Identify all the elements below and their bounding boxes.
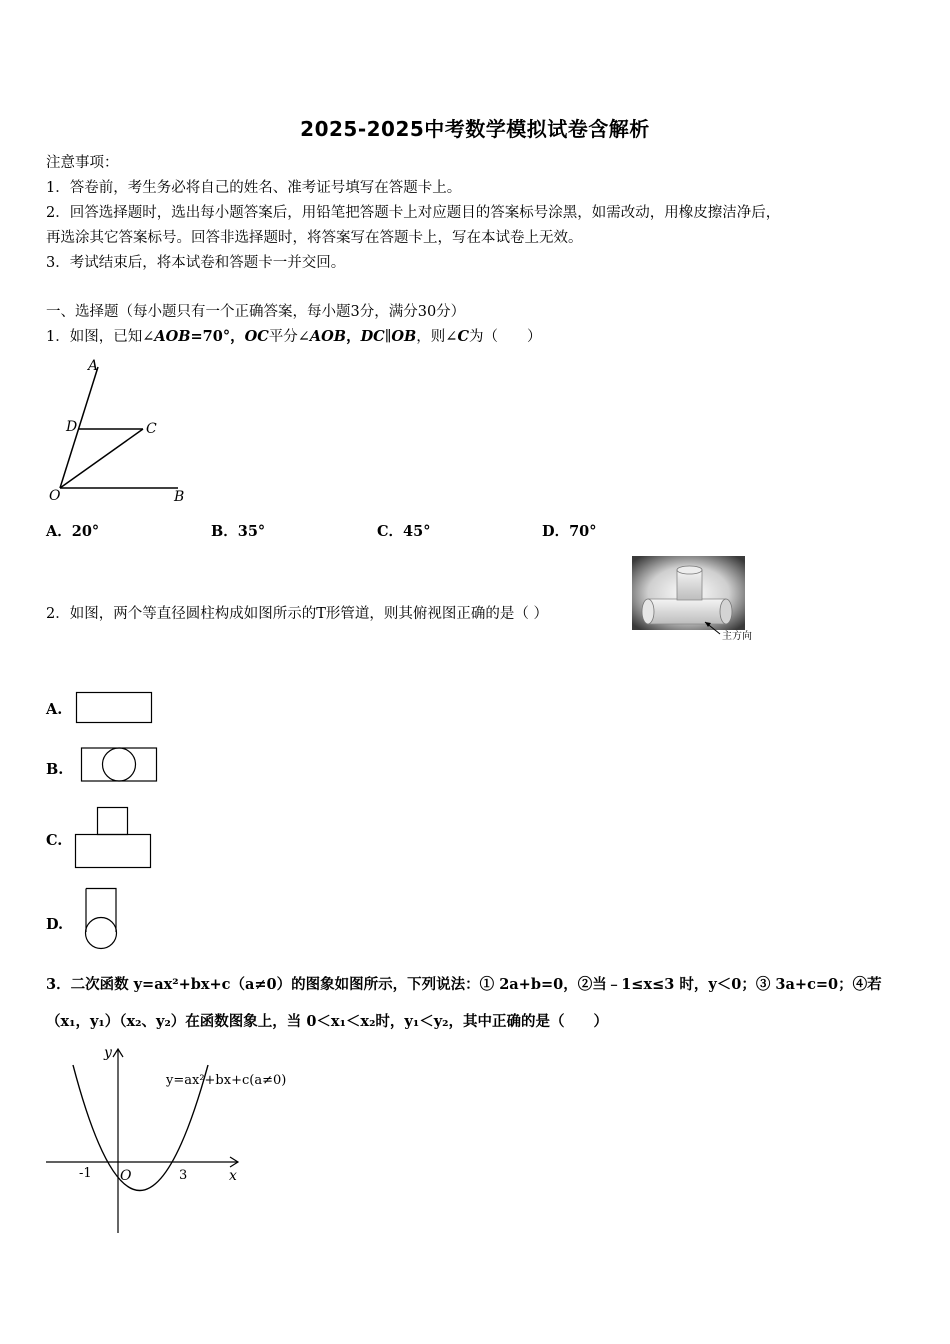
- page-title: 2025-2025中考数学模拟试卷含解析: [300, 117, 650, 141]
- q2-stem: 2．如图，两个等直径圆柱构成如图所示的T形管道，则其俯视图正确的是（ ）: [46, 606, 549, 622]
- q3-stem-line1: 3．二次函数 y=ax²+bx+c（a≠0）的图象如图所示，下列说法：① 2a+b=0，②当﹣1≤x≤3 时，y＜0；③ 3a+c=0；④若: [46, 976, 882, 993]
- point-label-o: O: [49, 488, 61, 504]
- notice-item: 1．答卷前，考生务必将自己的姓名、准考证号填写在答题卡上。: [46, 180, 462, 196]
- q2-option-a-figure[interactable]: [75, 691, 155, 725]
- notice-item: 再选涂其它答案标号。回答非选择题时，将答案写在答题卡上，写在本试卷上无效。: [46, 230, 583, 246]
- q2-option-d-label[interactable]: D.: [46, 916, 64, 933]
- q2-option-a-label[interactable]: A.: [46, 701, 63, 718]
- section-heading: 一、选择题（每小题只有一个正确答案，每小题3分，满分30分）: [46, 304, 466, 320]
- point-label-d: D: [66, 419, 78, 435]
- notice-heading: 注意事项：: [46, 155, 119, 171]
- origin-label: O: [120, 1168, 132, 1184]
- main-direction-caption: 主方向: [722, 631, 752, 642]
- q2-option-b-figure[interactable]: [80, 746, 160, 784]
- q1-option-d[interactable]: D．70°: [542, 523, 597, 540]
- x-axis-label: x: [229, 1168, 237, 1184]
- q1-option-c[interactable]: C．45°: [377, 523, 431, 540]
- notice-item: 2．回答选择题时，选出每小题答案后，用铅笔把答题卡上对应题目的答案标号涂黑，如需改动，用橡皮擦洁净后，: [46, 205, 781, 221]
- q2-option-c-label[interactable]: C.: [46, 832, 63, 849]
- t-pipe-figure: [632, 556, 767, 646]
- point-label-c: C: [146, 421, 157, 437]
- q3-parabola-graph: [42, 1040, 312, 1240]
- q2-option-c-figure[interactable]: [74, 806, 154, 870]
- y-axis-label: y: [104, 1045, 112, 1061]
- tick-label-3: 3: [179, 1168, 188, 1183]
- q1-option-b[interactable]: B．35°: [211, 523, 266, 540]
- tick-label-neg1: -1: [79, 1166, 92, 1181]
- q1-option-a[interactable]: A．20°: [46, 523, 100, 540]
- q2-option-b-label[interactable]: B.: [46, 761, 64, 778]
- q3-stem-line2: （x₁，y₁）（x₂、y₂）在函数图象上，当 0＜x₁＜x₂时，y₁＜y₂，其中正确的是（ ）: [46, 1013, 608, 1030]
- notice-item: 3．考试结束后，将本试卷和答题卡一并交回。: [46, 255, 346, 271]
- q2-option-d-figure[interactable]: [83, 887, 121, 951]
- q1-stem: 1．如图，已知∠AOB=70°，OC平分∠AOB，DC∥OB，则∠C为（ ）: [46, 328, 542, 345]
- function-label: y=ax²+bx+c(a≠0): [166, 1073, 287, 1088]
- q1-angle-figure: [45, 355, 195, 505]
- point-label-b: B: [174, 489, 185, 505]
- point-label-a: A: [88, 358, 99, 374]
